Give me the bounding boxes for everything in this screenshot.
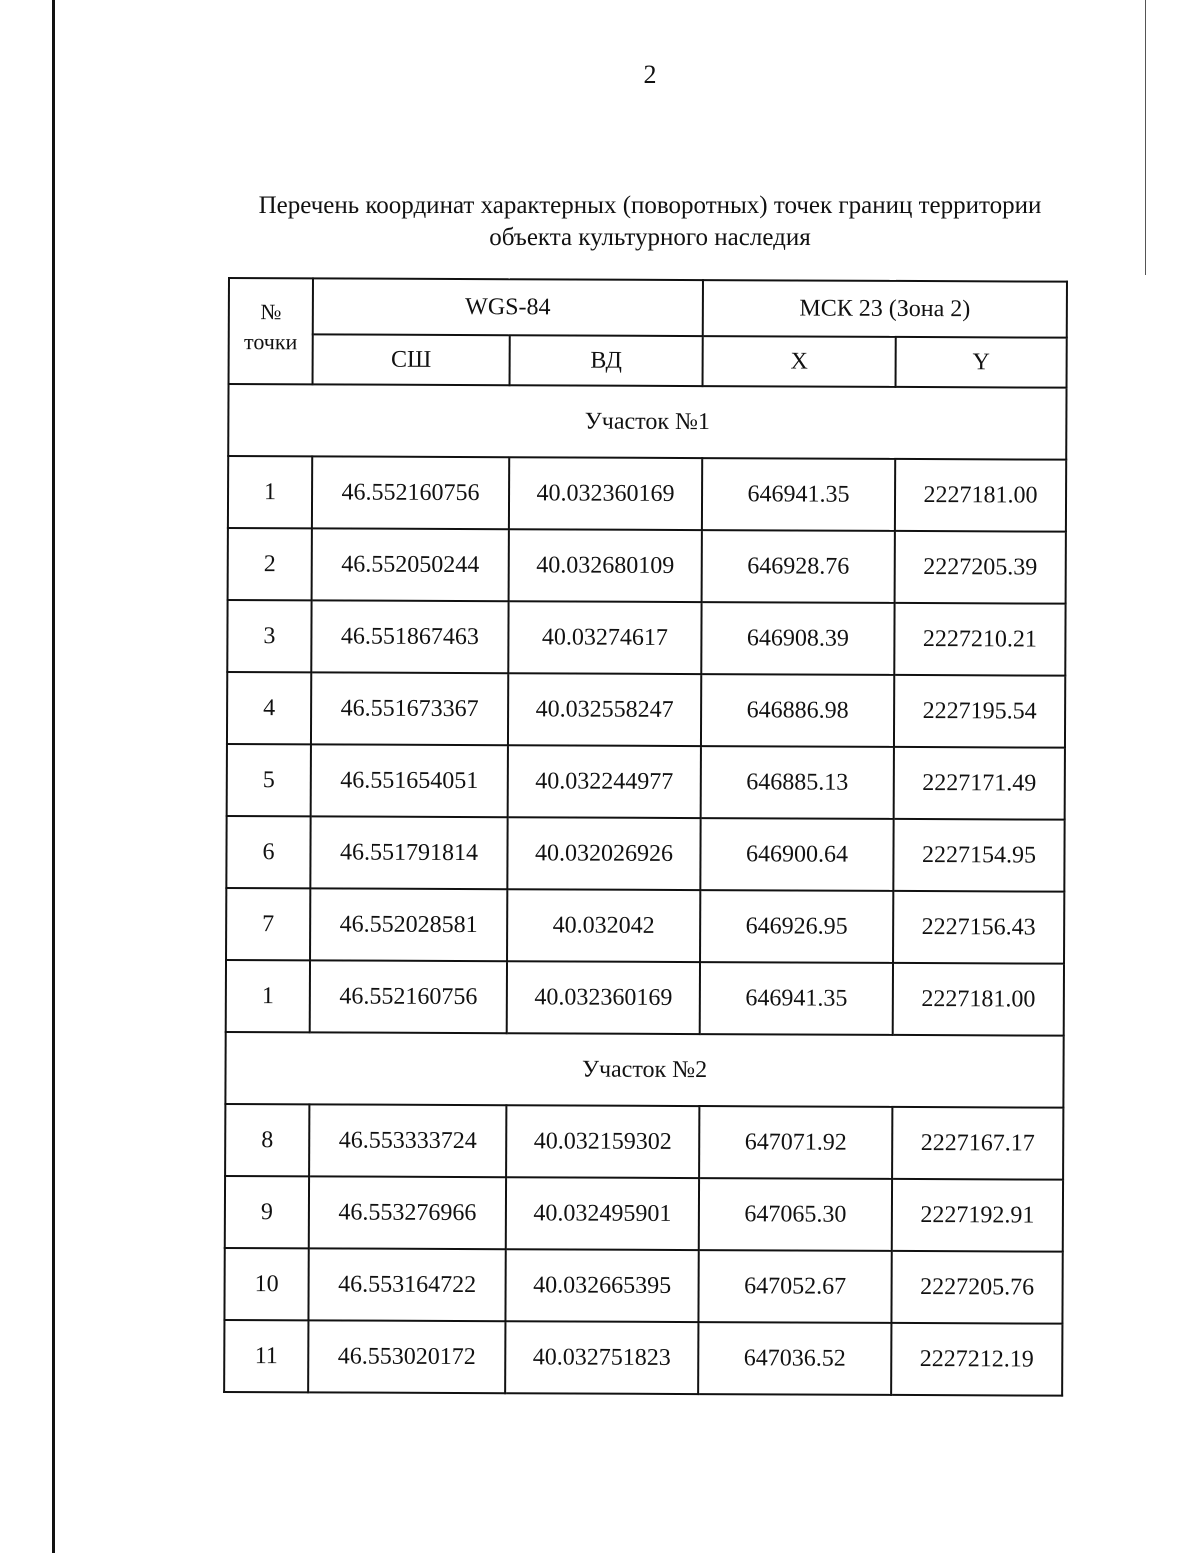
- cell-y: 2227210.21: [894, 603, 1065, 676]
- cell-y: 2227205.76: [891, 1251, 1062, 1324]
- table-row: [224, 1248, 1062, 1324]
- page-number: 2: [643, 60, 657, 89]
- cell-longitude: 40.032244977: [508, 745, 701, 818]
- cell-point-number: 1: [228, 456, 312, 528]
- header-x: X: [703, 336, 896, 387]
- cell-longitude: 40.032159302: [506, 1105, 699, 1178]
- cell-longitude: 40.03274617: [508, 601, 701, 674]
- cell-x: 646928.76: [702, 530, 895, 603]
- cell-y: 2227171.49: [894, 747, 1065, 820]
- cell-point-number: 7: [226, 888, 310, 960]
- cell-point-number: 3: [227, 600, 311, 672]
- cell-longitude: 40.032360169: [509, 457, 702, 530]
- table-row: [228, 456, 1066, 532]
- coordinates-table: [223, 277, 1068, 1397]
- cell-x: 646908.39: [701, 602, 894, 675]
- cell-latitude: 46.551654051: [311, 744, 508, 817]
- section-row: [225, 1032, 1063, 1108]
- cell-longitude: 40.032558247: [508, 673, 701, 746]
- cell-x: 646900.64: [700, 818, 893, 891]
- header-row-2: [229, 334, 1067, 388]
- cell-point-number: 11: [224, 1320, 308, 1392]
- cell-latitude: 46.551673367: [311, 672, 508, 745]
- cell-x: 646885.13: [701, 746, 894, 819]
- coordinates-table-body: [224, 278, 1067, 1396]
- cell-point-number: 6: [226, 816, 310, 888]
- header-row-1: [229, 278, 1067, 338]
- cell-x: 647071.92: [699, 1106, 892, 1179]
- cell-x: 646941.35: [700, 962, 893, 1035]
- cell-latitude: 46.553333724: [309, 1104, 506, 1177]
- cell-latitude: 46.552028581: [310, 888, 507, 961]
- section-title: Участок №2: [225, 1032, 1063, 1108]
- header-msk23: МСК 23 (Зона 2): [703, 280, 1067, 338]
- table-row: [225, 1176, 1063, 1252]
- cell-x: 647052.67: [698, 1250, 891, 1323]
- scan-left-edge: [52, 0, 55, 1553]
- table-row: [227, 744, 1065, 820]
- cell-point-number: 10: [224, 1248, 308, 1320]
- cell-y: 2227154.95: [893, 819, 1064, 892]
- cell-longitude: 40.032495901: [506, 1177, 699, 1250]
- cell-latitude: 46.551867463: [311, 600, 508, 673]
- cell-longitude: 40.032042: [507, 889, 700, 962]
- cell-y: 2227167.17: [892, 1107, 1063, 1180]
- cell-latitude: 46.553020172: [308, 1320, 505, 1393]
- cell-point-number: 1: [226, 960, 310, 1032]
- cell-point-number: 5: [227, 744, 311, 816]
- cell-latitude: 46.552050244: [312, 528, 509, 601]
- cell-point-number: 9: [225, 1176, 309, 1248]
- cell-x: 646926.95: [700, 890, 893, 963]
- section-row: [228, 384, 1066, 460]
- cell-x: 647036.52: [698, 1322, 891, 1395]
- cell-longitude: 40.032680109: [509, 529, 702, 602]
- cell-longitude: 40.032360169: [507, 961, 700, 1034]
- cell-point-number: 2: [228, 528, 312, 600]
- cell-point-number: 8: [225, 1104, 309, 1176]
- header-point-number: [229, 278, 313, 384]
- table-row: [227, 600, 1065, 676]
- cell-y: 2227212.19: [891, 1323, 1062, 1396]
- header-wgs84: WGS-84: [313, 278, 703, 336]
- cell-x: 646886.98: [701, 674, 894, 747]
- table-row: [228, 528, 1066, 604]
- table-row: [225, 1104, 1063, 1180]
- table-row: [226, 888, 1064, 964]
- header-point-number-symbol: №: [260, 299, 282, 325]
- cell-latitude: 46.552160756: [312, 456, 509, 529]
- cell-y: 2227181.00: [893, 963, 1064, 1036]
- cell-point-number: 4: [227, 672, 311, 744]
- table-row: [226, 816, 1064, 892]
- cell-latitude: 46.551791814: [310, 816, 507, 889]
- table-row: [226, 960, 1064, 1036]
- header-point-number-word: точки: [244, 329, 298, 355]
- cell-y: 2227156.43: [893, 891, 1064, 964]
- header-latitude: СШ: [313, 334, 510, 385]
- header-y: Y: [896, 337, 1067, 388]
- scan-right-edge: [1145, 0, 1146, 275]
- cell-latitude: 46.553164722: [308, 1248, 505, 1321]
- cell-longitude: 40.032665395: [505, 1249, 698, 1322]
- cell-latitude: 46.553276966: [309, 1176, 506, 1249]
- document-title-line-1: Перечень координат характерных (поворотных) точек границ территории: [258, 192, 1042, 219]
- section-title: Участок №1: [228, 384, 1066, 460]
- cell-latitude: 46.552160756: [310, 960, 507, 1033]
- table-row: [227, 672, 1065, 748]
- cell-longitude: 40.032026926: [507, 817, 700, 890]
- cell-y: 2227192.91: [892, 1179, 1063, 1252]
- cell-y: 2227205.39: [895, 531, 1066, 604]
- cell-x: 646941.35: [702, 458, 895, 531]
- cell-y: 2227181.00: [895, 459, 1066, 532]
- cell-x: 647065.30: [699, 1178, 892, 1251]
- cell-longitude: 40.032751823: [505, 1321, 698, 1394]
- table-row: [224, 1320, 1062, 1396]
- document-title: [230, 190, 1070, 254]
- header-longitude: ВД: [510, 335, 703, 386]
- cell-y: 2227195.54: [894, 675, 1065, 748]
- document-title-line-2: объекта культурного наследия: [489, 224, 811, 251]
